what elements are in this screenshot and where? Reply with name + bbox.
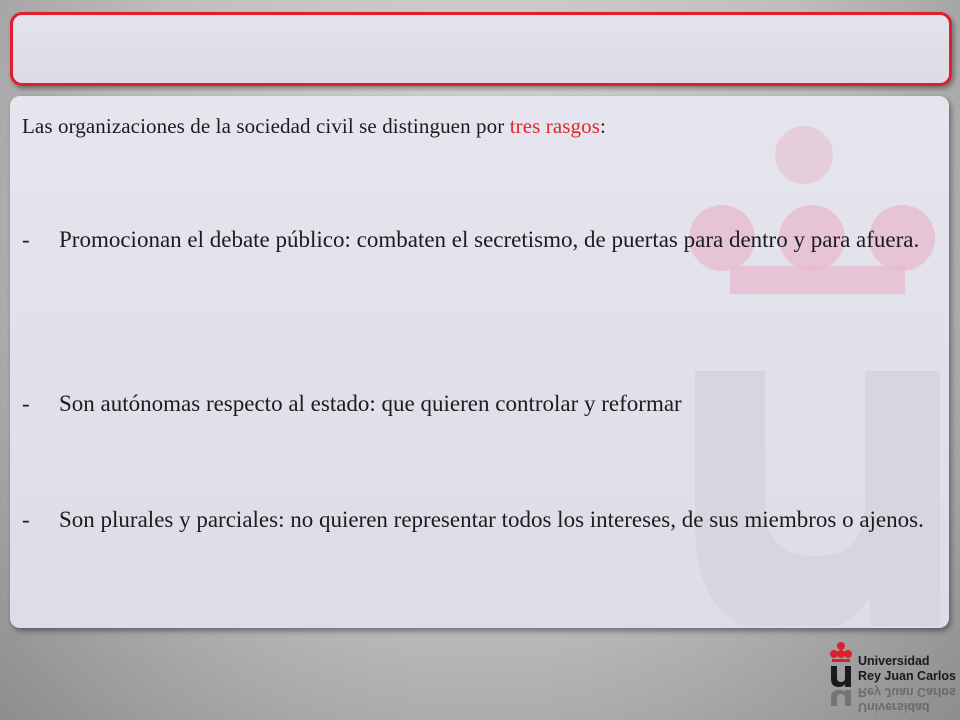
university-name-reflection-line1: Universidad [858, 700, 930, 714]
university-name-reflection [858, 684, 956, 714]
bullet-marker: - [22, 227, 30, 252]
bullet-text: Promocionan el debate público: combaten el secretismo, de puertas para dentro y para afuera. [59, 227, 920, 252]
bullet-item [22, 216, 937, 263]
university-name [858, 654, 956, 684]
university-name-line2: Rey Juan Carlos [858, 669, 956, 683]
bullet-text: Son plurales y parciales: no quieren representar todos los intereses, de sus miembros o ajenos. [59, 507, 924, 532]
intro-highlight: tres rasgos [509, 114, 601, 138]
content-panel [10, 96, 949, 628]
slide-title-box [10, 12, 952, 86]
bullet-marker: - [22, 507, 30, 532]
bullet-item [22, 380, 937, 427]
bullet-text: Son autónomas respecto al estado: que quieren controlar y reformar [59, 391, 682, 416]
university-name-reflection-line2: Rey Juan Carlos [858, 685, 956, 699]
university-name-line1: Universidad [858, 654, 930, 668]
intro-sentence [22, 114, 606, 139]
intro-prefix: Las organizaciones de la sociedad civil se distinguen por [22, 114, 510, 138]
university-logo-mark [830, 640, 856, 716]
bullet-item [22, 496, 937, 543]
university-logo [830, 640, 956, 716]
bullet-marker: - [22, 391, 30, 416]
intro-suffix: : [600, 114, 606, 138]
